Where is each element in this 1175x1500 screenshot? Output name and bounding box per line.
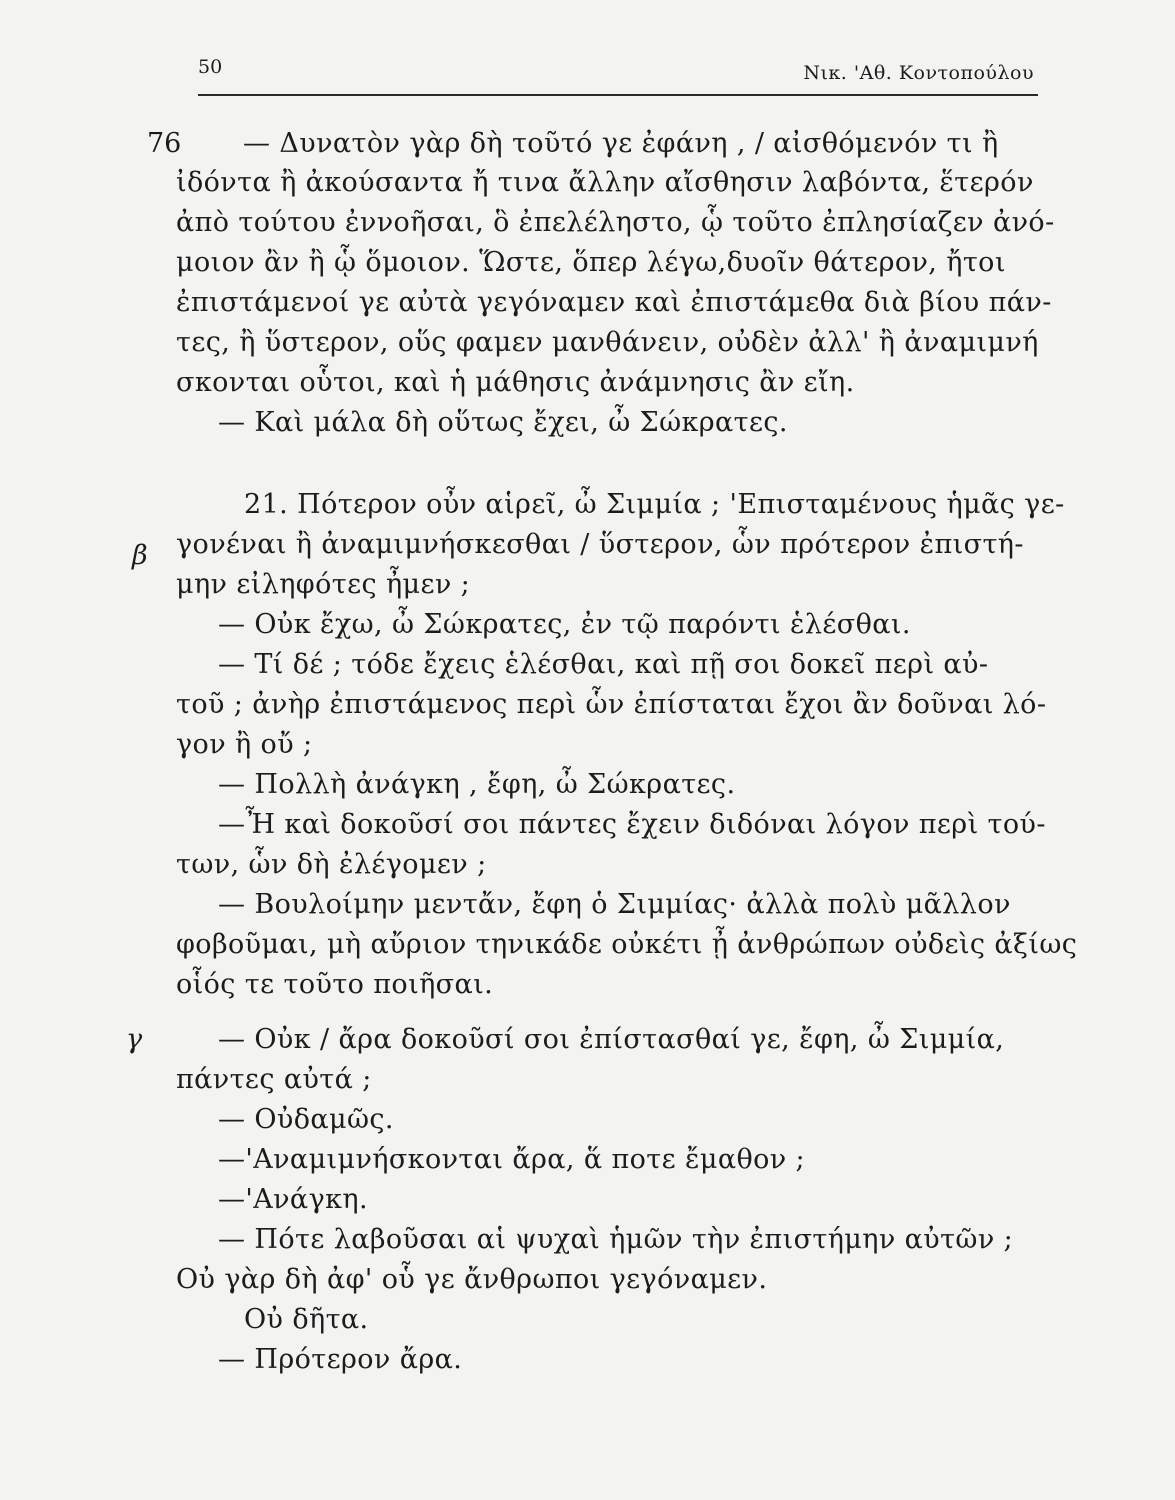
text-line: των, ὧν δὴ ἐλέγομεν ;: [176, 849, 487, 880]
text-line: —Ἦ καὶ δοκοῦσί σοι πάντες ἔχειν διδόναι λόγον περὶ τού-: [218, 809, 1046, 840]
margin-letter-beta: β: [132, 540, 148, 571]
text-line: γονέναι ἢ ἀναμιμνήσκεσθαι / ὕστερον, ὧν πρότερον ἐπιστή-: [176, 529, 1024, 560]
text-line: γον ἢ οὔ ;: [176, 729, 313, 760]
text-line: —'Αναμιμνήσκονται ἄρα, ἅ ποτε ἔμαθον ;: [218, 1144, 806, 1175]
text-line: φοβοῦμαι, μὴ αὔριον τηνικάδε οὐκέτι ᾖ ἀνθρώπων οὐδεὶς ἀξίως: [176, 929, 1078, 960]
margin-letter-gamma: γ: [126, 1024, 143, 1055]
text-line: — Βουλοίμην μεντἄν, ἔφη ὁ Σιμμίας· ἀλλὰ πολὺ μᾶλλον: [218, 889, 1011, 920]
text-line: ἐπιστάμενοί γε αὐτὰ γεγόναμεν καὶ ἐπιστάμεθα διὰ βίου πάν-: [176, 287, 1052, 318]
text-line: — Πολλὴ ἀνάγκη , ἔφη, ὦ Σώκρατες.: [218, 769, 736, 800]
page-header: [198, 50, 1038, 96]
text-line: Οὐ γὰρ δὴ ἀφ' οὗ γε ἄνθρωποι γεγόναμεν.: [176, 1264, 768, 1295]
text-line: Οὐ δῆτα.: [244, 1304, 369, 1335]
text-line: — Πότε λαβοῦσαι αἱ ψυχαὶ ἡμῶν τὴν ἐπιστήμην αὐτῶν ;: [218, 1224, 1014, 1255]
text-line: —'Ανάγκη.: [218, 1184, 368, 1215]
text-line: ἰδόντα ἢ ἀκούσαντα ἤ τινα ἄλλην αἴσθησιν λαβόντα, ἕτερόν: [176, 167, 1034, 198]
text-line: πάντες αὐτά ;: [176, 1064, 372, 1095]
text-line: — Οὐκ / ἄρα δοκοῦσί σοι ἐπίστασθαί γε, ἔφη, ὦ Σιμμία,: [218, 1024, 1005, 1055]
text-line: τες, ἢ ὕστερον, οὕς φαμεν μανθάνειν, οὐδὲν ἀλλ' ἢ ἀναμιμνή: [176, 327, 1039, 358]
text-line: μοιον ἂν ἢ ᾧ ὅμοιον. Ὥστε, ὅπερ λέγω,δυοῖν θάτερον, ἤτοι: [176, 247, 1006, 278]
text-line: — Τί δέ ; τόδε ἔχεις ἑλέσθαι, καὶ πῇ σοι δοκεῖ περὶ αὐ-: [218, 649, 989, 680]
text-line: τοῦ ; ἀνὴρ ἐπιστάμενος περὶ ὧν ἐπίσταται ἔχοι ἂν δοῦναι λό-: [176, 689, 1047, 720]
text-line: μην εἰληφότες ἦμεν ;: [176, 569, 471, 600]
text-line: — Δυνατὸν γὰρ δὴ τοῦτό γε ἐφάνη , / αἰσθόμενόν τι ἢ: [243, 128, 999, 159]
text-line: 21. Πότερον οὖν αἱρεῖ, ὦ Σιμμία ; 'Επισταμένους ἡμᾶς γε-: [244, 489, 1065, 520]
running-head: Νικ. 'Αθ. Κοντοπούλου: [803, 62, 1034, 84]
text-line: — Οὐκ ἔχω, ὦ Σώκρατες, ἐν τῷ παρόντι ἑλέσθαι.: [218, 609, 911, 640]
section-number-76: 76: [147, 128, 182, 159]
page-number: 50: [198, 56, 223, 78]
text-line: — Καὶ μάλα δὴ οὕτως ἔχει, ὦ Σώκρατες.: [218, 407, 788, 438]
text-line: — Πρότερον ἄρα.: [218, 1344, 463, 1375]
text-line: σκονται οὗτοι, καὶ ἡ μάθησις ἀνάμνησις ἂν εἴη.: [176, 367, 855, 398]
text-line: οἷός τε τοῦτο ποιῆσαι.: [176, 969, 494, 1000]
text-line: — Οὐδαμῶς.: [218, 1104, 394, 1135]
text-line: ἀπὸ τούτου ἐννοῆσαι, ὃ ἐπελέληστο, ᾧ τοῦτο ἐπλησίαζεν ἀνό-: [176, 207, 1055, 238]
